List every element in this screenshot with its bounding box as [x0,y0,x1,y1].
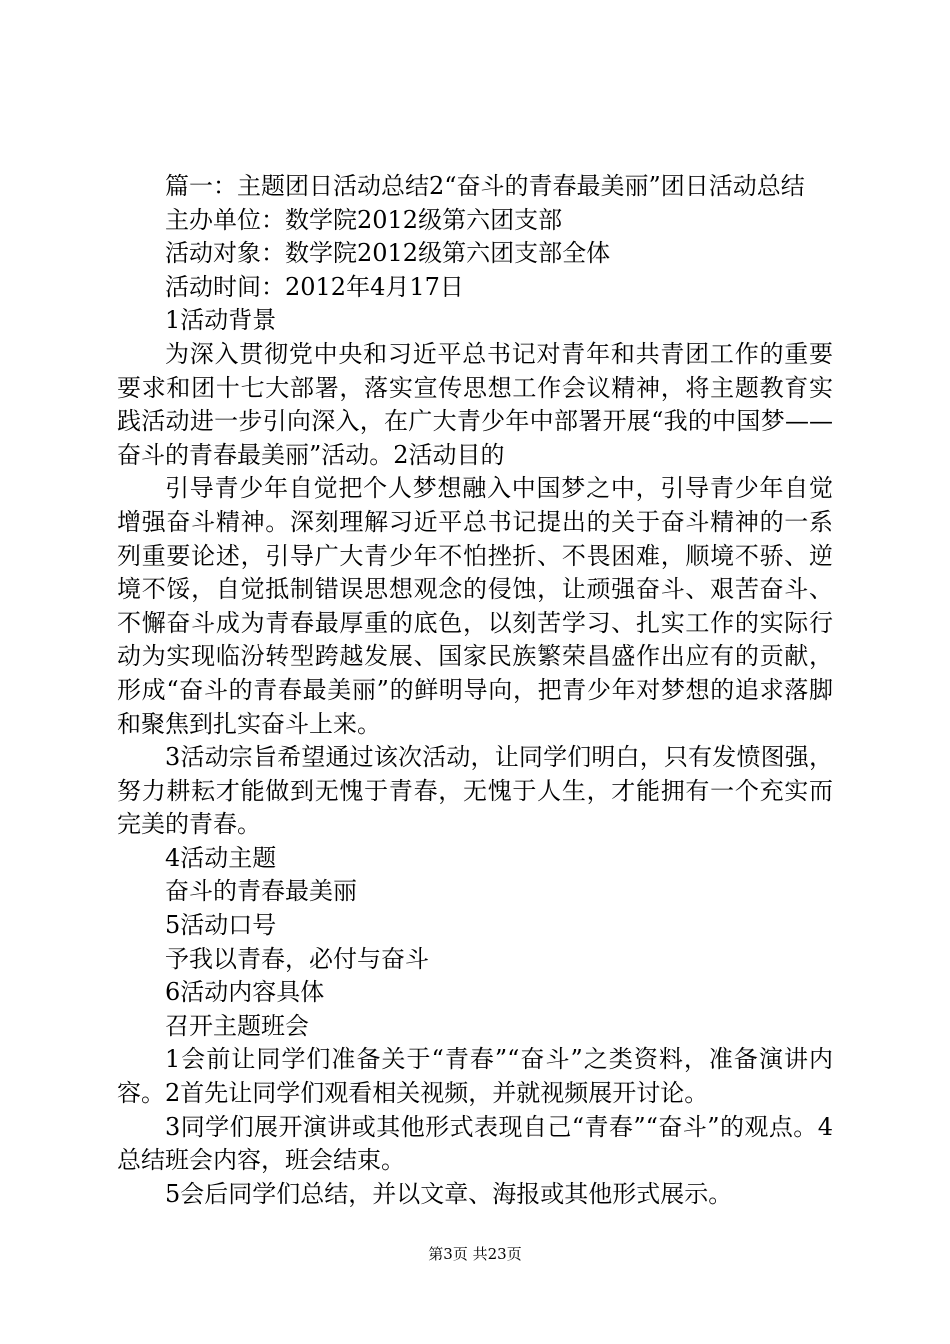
participants-line: 活动对象：数学院2012级第六团支部全体 [165,239,611,268]
heading-content: 6活动内容具体 [165,978,325,1007]
date-line: 活动时间：2012年4月17日 [165,272,464,301]
paragraph-purpose: 引导青少年自觉把个人梦想融入中国梦之中，引导青少年自觉增强奋斗精神。深刻理解习近平总书记提出的关于奋斗精神的一系列重要论述，引导广大青少年不怕挫折、不畏困难，顺境不骄、逆境不馁，自觉抵制错误思想观念的侵蚀，让顽强奋斗、艰苦奋斗、不懈奋斗成为青春最厚重的底色，以刻苦学习、扎实工作的实际行动为实现临汾转型跨越发展、国家民族繁荣昌盛作出应有的贡献，形成“奋斗的青春最美丽”的鲜明导向，把青少年对梦想的追求落脚和聚焦到扎实奋斗上来。 [117,474,833,738]
section-title: 篇一：主题团日活动总结2“奋斗的青春最美丽”团日活动总结 [165,172,805,200]
heading-theme: 4活动主题 [165,843,277,872]
theme-text: 奋斗的青春最美丽 [165,877,357,906]
slogan-text: 予我以青春，必付与奋斗 [165,944,429,973]
page-number-footer: 第3页 共23页 [428,1245,522,1263]
heading-background: 1活动背景 [165,306,277,335]
content-title: 召开主题班会 [165,1011,309,1040]
content-step-5: 5会后同学们总结，并以文章、海报或其他形式展示。 [165,1179,733,1208]
organizer-line: 主办单位：数学院2012级第六团支部 [165,205,563,234]
paragraph-aim: 3活动宗旨希望通过该次活动，让同学们明白，只有发愤图强，努力耕耘才能做到无愧于青春，无愧于人生，才能拥有一个充实而完美的青春。 [117,743,833,839]
content-step-1-2: 1会前让同学们准备关于“青春”“奋斗”之类资料，准备演讲内容。2首先让同学们观看相关视频，并就视频展开讨论。 [117,1045,833,1108]
document-body [117,170,833,1211]
content-step-3-4: 3同学们展开演讲或其他形式表现自己“青春”“奋斗”的观点。4总结班会内容，班会结束。 [117,1112,833,1175]
paragraph-background: 为深入贯彻党中央和习近平总书记对青年和共青团工作的重要要求和团十七大部署，落实宣传思想工作会议精神，将主题教育实践活动进一步引向深入，在广大青少年中部署开展“我的中国梦——奋斗的青春最美丽”活动。2活动目的 [117,339,833,469]
heading-slogan: 5活动口号 [165,911,277,940]
